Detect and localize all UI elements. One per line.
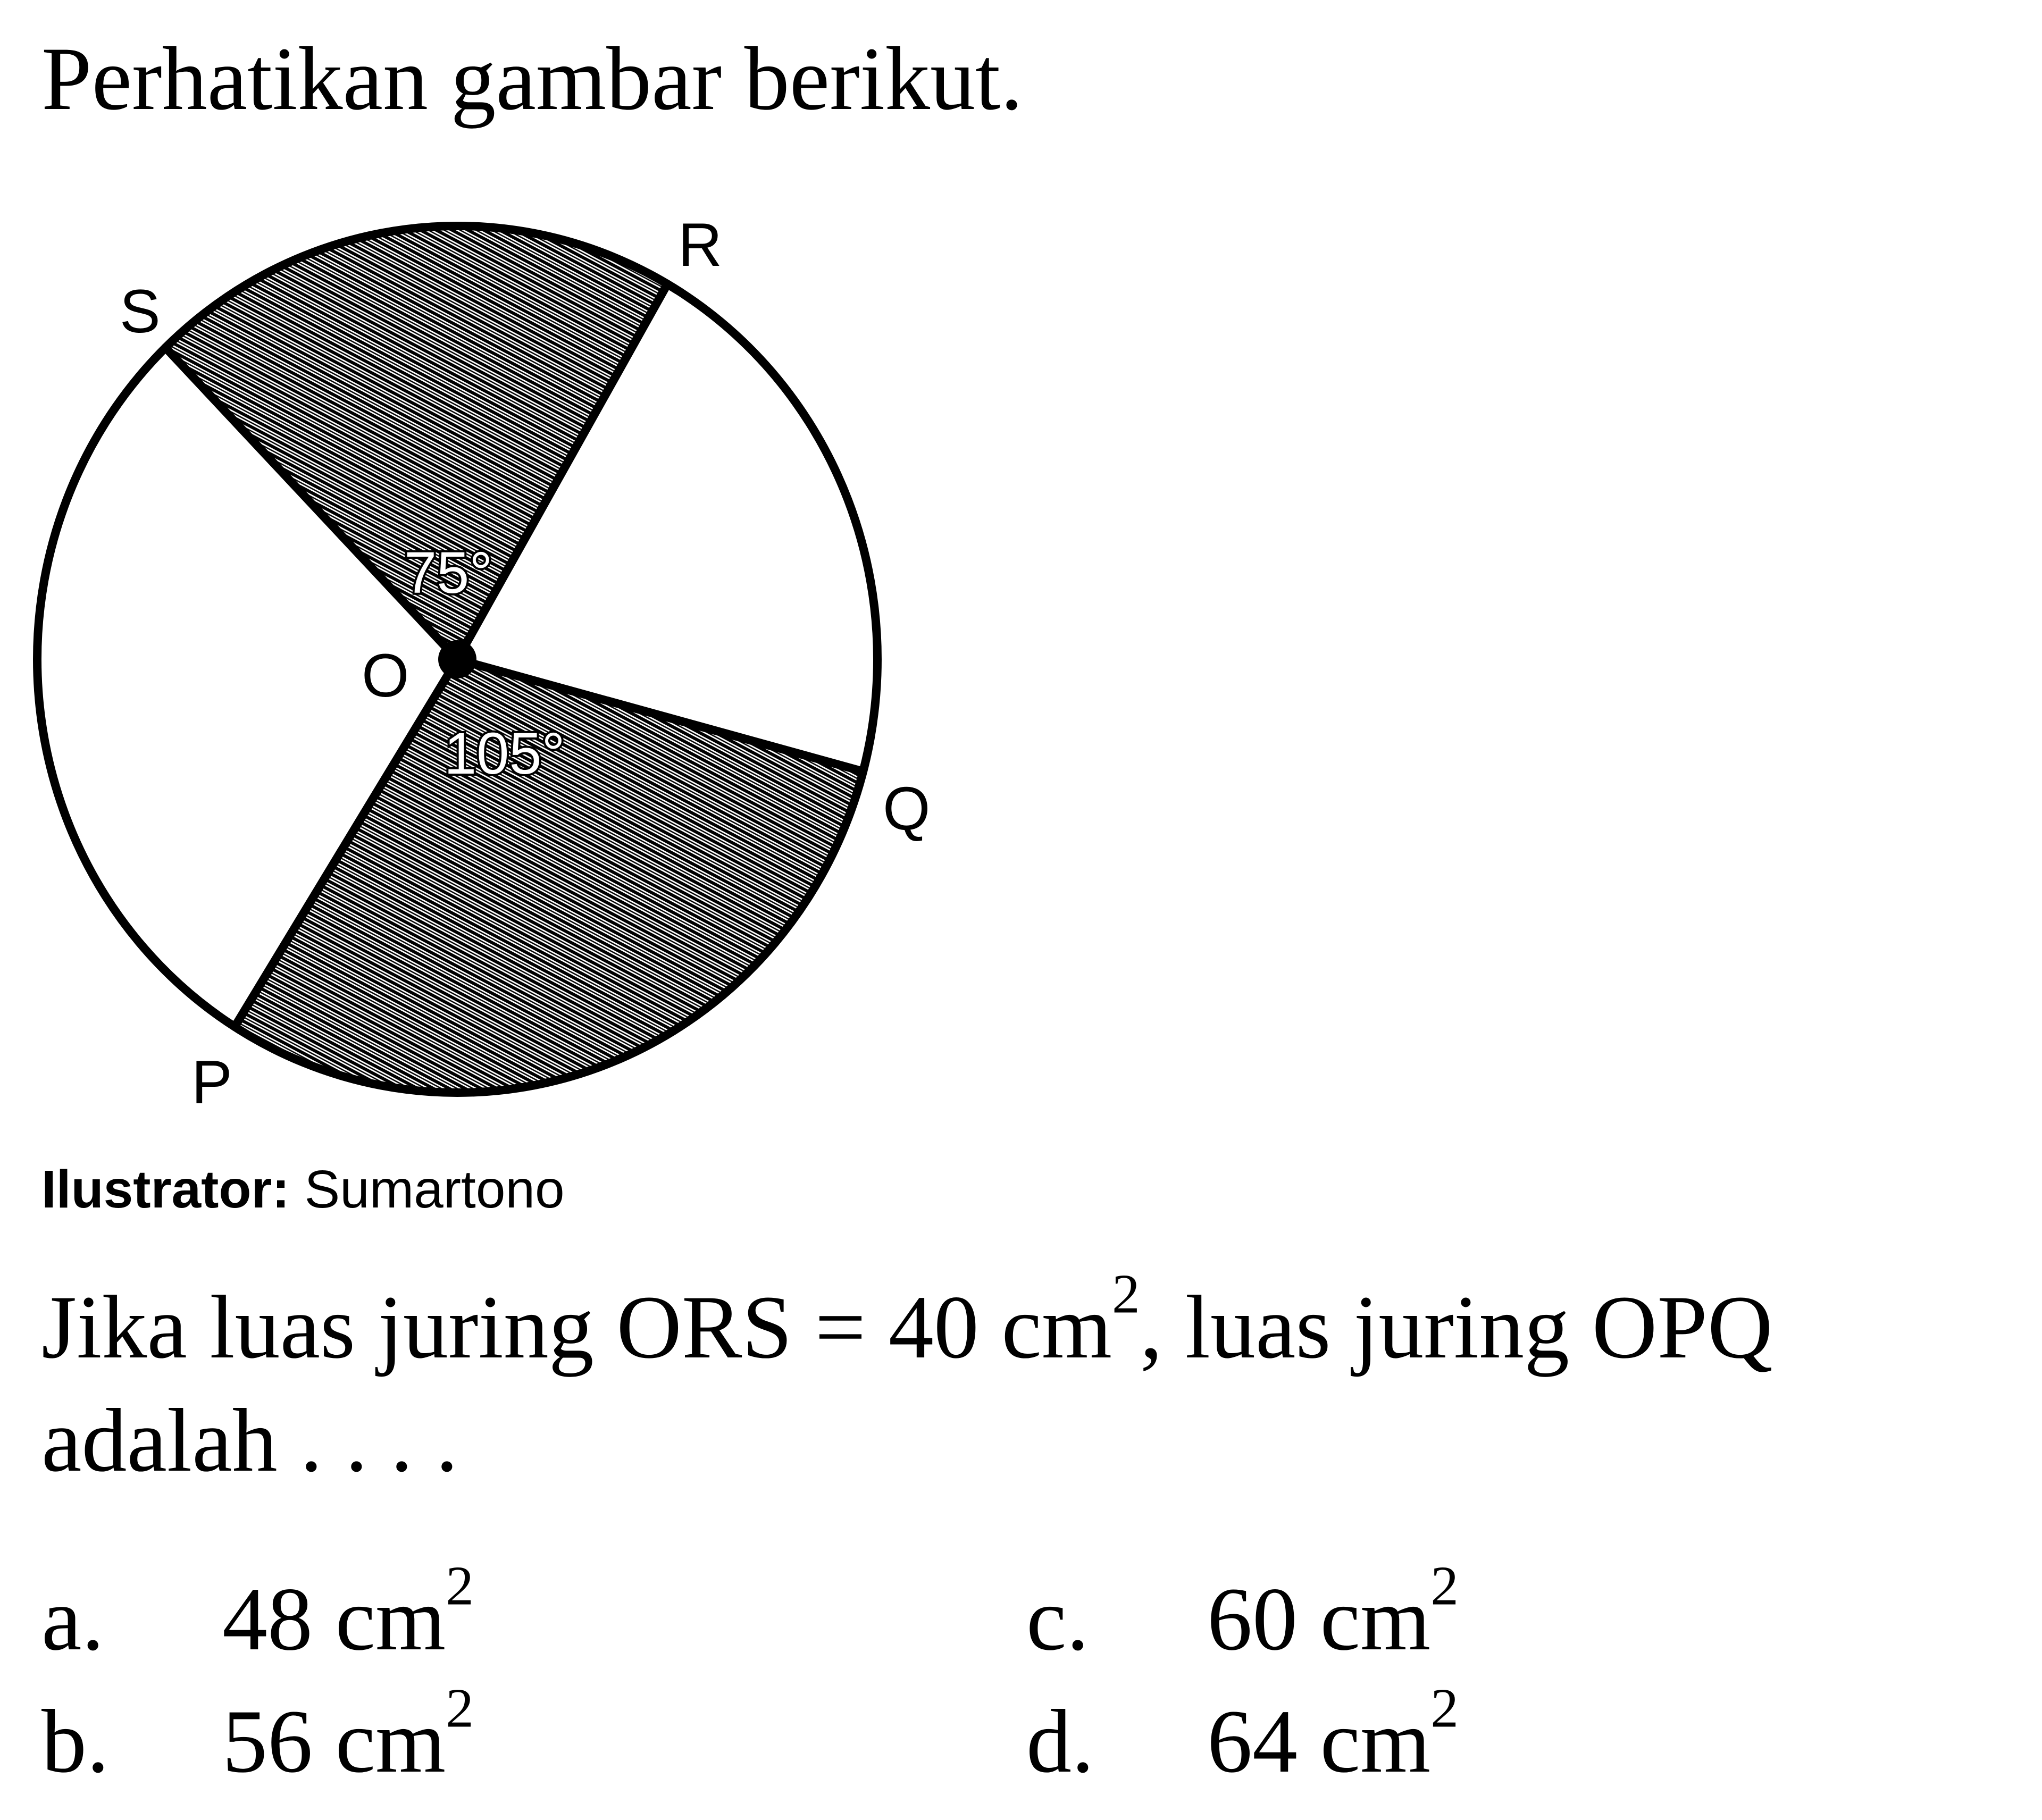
center-point: [438, 640, 476, 678]
question-part-1: Jika luas juring ORS = 40 cm: [41, 1277, 1112, 1377]
illustrator-name: Sumartono: [304, 1160, 565, 1219]
question-exponent: 2: [1112, 1262, 1140, 1325]
option-b-letter: b.: [41, 1691, 110, 1791]
option-a-letter: a.: [41, 1569, 104, 1669]
angle-label-ors: 75°: [404, 540, 493, 606]
question-text: [41, 1262, 2009, 1497]
point-label-s: S: [120, 278, 161, 346]
option-c-letter: c.: [1026, 1569, 1089, 1669]
option-a-exponent: 2: [446, 1554, 474, 1617]
illustrator-credit: [41, 1159, 565, 1220]
option-c-exponent: 2: [1430, 1554, 1459, 1617]
point-label-q: Q: [883, 775, 931, 843]
angle-label-opq: 105°: [444, 721, 565, 786]
illustrator-label: Ilustrator:: [41, 1160, 290, 1219]
option-d-letter: d.: [1026, 1691, 1094, 1791]
intro-text: Perhatikan gambar berikut.: [41, 29, 1023, 129]
point-label-p: P: [191, 1049, 232, 1117]
option-d-exponent: 2: [1430, 1676, 1459, 1739]
option-a-value: 48 cm: [222, 1569, 446, 1669]
option-b-value: 56 cm: [222, 1691, 446, 1791]
point-label-r: R: [678, 211, 723, 279]
circle-graphic: [37, 226, 877, 1093]
option-c-value: 60 cm: [1207, 1569, 1431, 1669]
option-d-value: 64 cm: [1207, 1691, 1431, 1791]
option-b-exponent: 2: [446, 1676, 474, 1739]
question-part-2: , luas juring OPQ adalah . . . .: [41, 1277, 1773, 1490]
point-label-o: O: [362, 642, 409, 710]
